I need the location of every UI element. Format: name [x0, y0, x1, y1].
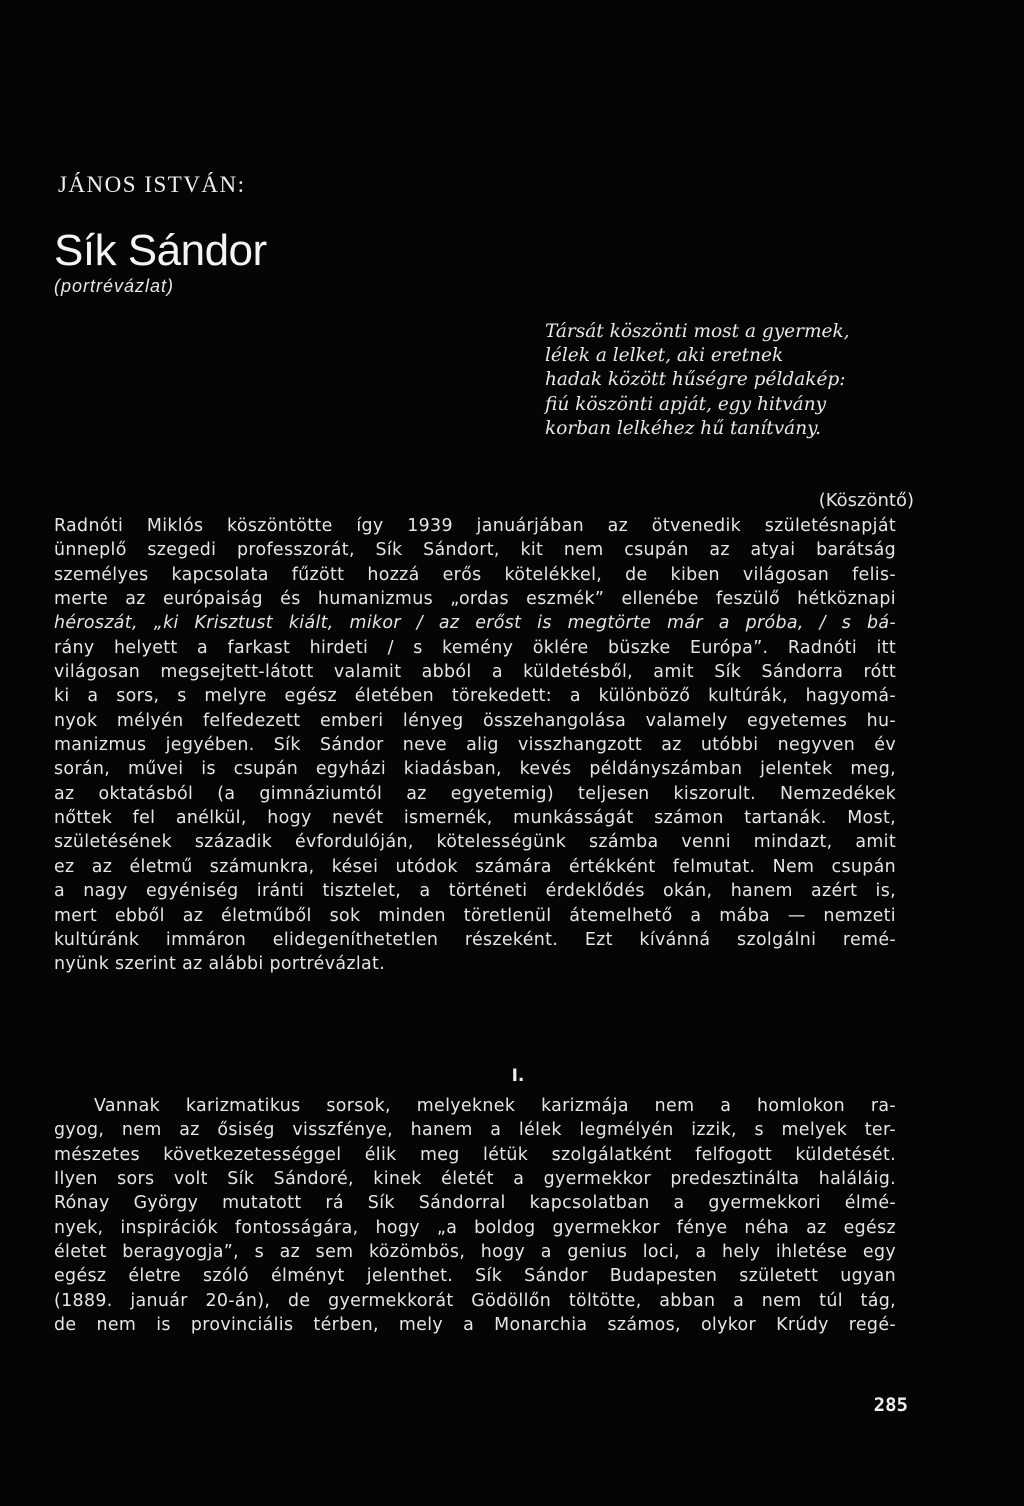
text-line: egész életre szóló élményt jelenthet. Sík Sándor Budapesten született ugyan [54, 1266, 896, 1287]
poem-line: fiú köszönti apját, egy hitvány [545, 393, 827, 415]
text-line: ez az életmű számunkra, kései utódok számára értékként felmutat. Nem csupán [54, 856, 896, 877]
poem-line: lélek a lelket, aki eretnek [545, 345, 784, 367]
text-line: Radnóti Miklós köszöntötte így 1939 januárjában az ötvenedik születésnapját [54, 516, 896, 536]
text-line: az oktatásból (a gimnáziumtól az egyetemig) teljesen kiszorult. Nemzedékek [54, 783, 896, 804]
text-line: Vannak karizmatikus sorsok, melyeknek karizmája nem a homlokon ra- [94, 1096, 896, 1116]
text-line: ki a sors, s melyre egész életében törekedett: a különböző kultúrák, hagyomá- [54, 686, 896, 707]
text-line: születésének századik évfordulóján, kötelességünk számba venni mindazt, amit [54, 832, 896, 853]
text-line: nyok mélyén felfedezett emberi lényeg összehangolása valamely egyetemes hu- [54, 710, 896, 731]
text-line: személyes kapcsolata fűzött hozzá erős kötelékkel, de kiben világosan felis- [54, 564, 896, 585]
page-number: 285 [873, 1394, 908, 1416]
text-line: Ilyen sors volt Sík Sándoré, kinek életét a gyermekkor predesztinálta haláláig. [54, 1169, 896, 1190]
text-line: mészetes következetességgel élik meg létük szolgálatként felfogott küldetését. [54, 1144, 896, 1165]
text-line: de nem is provinciális térben, mely a Monarchia számos, olykor Krúdy regé- [54, 1315, 896, 1336]
section-number: I. [511, 1066, 525, 1086]
text-line: során, művei is csupán egyházi kiadásban, kevés példányszámban jelentek meg, [54, 759, 896, 780]
text-line: világosan megsejtett-látott valamit abból a küldetésből, amit Sík Sándorra rótt [54, 662, 896, 683]
text-line: nyek, inspirációk fontosságára, hogy „a boldog gyermekkor fénye néha az egész [54, 1217, 896, 1238]
poem-line: Társát köszönti most a gyermek, [545, 321, 850, 342]
text-line: gyog, nem az ősiség visszfénye, hanem a lélek legmélyén izzik, s melyek ter- [54, 1120, 896, 1141]
epigraph-poem [545, 320, 850, 441]
text-line: ünneplő szegedi professzorát, Sík Sándort, kit nem csupán az atyai barátság [54, 540, 896, 561]
text-line: életet beragyogja”, s az sem közömbös, hogy a genius loci, a hely ihletése egy [54, 1242, 896, 1263]
epigraph-source: (Köszöntő) [818, 490, 914, 511]
text-line: Rónay György mutatott rá Sík Sándorral kapcsolatban a gyermekkori élmé- [54, 1193, 896, 1214]
poem-line: korban lelkéhez hű tanítvány. [545, 417, 822, 439]
text-line: merte az európaiság és humanizmus „ordas eszmék” ellenébe feszülő hétköznapi [54, 589, 896, 610]
text-line: kultúránk immáron elidegeníthetetlen részeként. Ezt kívánná szolgálni remé- [54, 929, 896, 950]
text-line: nyünk szerint az alábbi portrévázlat. [54, 954, 386, 975]
text-line: a nagy egyéniség iránti tisztelet, a történeti érdeklődés okán, hanem azért is, [54, 881, 896, 902]
text-line: nőttek fel anélkül, hogy nevét ismernék, munkásságát számon tartanák. Most, [54, 808, 896, 829]
text-line: (1889. január 20-án), de gyermekkorát Gödöllőn töltötte, abban a nem túl tág, [54, 1290, 896, 1311]
body-paragraph [54, 1094, 896, 1337]
text-line: manizmus jegyében. Sík Sándor neve alig visszhangzott az utóbbi negyven év [54, 735, 896, 756]
intro-paragraph [54, 514, 896, 977]
author-name: JÁNOS ISTVÁN: [58, 172, 246, 197]
article-title: Sík Sándor [54, 226, 267, 275]
text-line: rány helyett a farkast hirdeti / s kemény öklére büszke Európa”. Radnóti itt [54, 637, 896, 658]
text-line: héroszát, „ki Krisztust kiált, mikor / az erőst is megtörte már a próba, / s bá- [54, 613, 896, 634]
section-heading [0, 1066, 1024, 1086]
text-line: mert ebből az életműből sok minden töretlenül átemelhető a mába — nemzeti [54, 905, 896, 926]
article-subtitle: (portrévázlat) [54, 276, 175, 296]
poem-line: hadak között hűségre példakép: [545, 369, 846, 391]
